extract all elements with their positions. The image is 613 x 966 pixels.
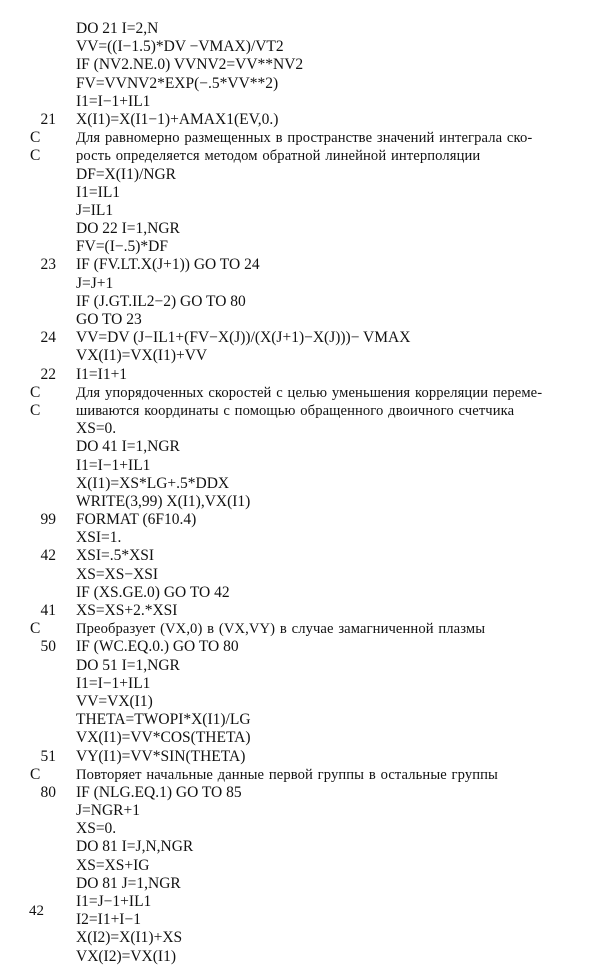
code-line	[0, 38, 613, 56]
statement-text: VV=((I−1.5)*DV −VMAX)/VT2	[76, 38, 284, 56]
comment-text: Преобразует (VX,0) в (VX,VY) в случае замагниченной плазмы	[76, 621, 486, 638]
comment-line	[0, 620, 613, 638]
code-line	[0, 529, 613, 547]
statement-label: 80	[40, 783, 56, 801]
statement-text: X(I2)=X(I1)+XS	[76, 929, 183, 947]
code-line	[0, 202, 613, 220]
statement-text: XS=0.	[76, 420, 117, 438]
statement-text: DO 81 I=J,N,NGR	[76, 838, 194, 856]
statement-text: X(I1)=X(I1−1)+AMAX1(EV,0.)	[76, 110, 279, 128]
statement-text: XSI=1.	[76, 529, 122, 547]
code-line	[0, 948, 613, 966]
code-line	[0, 457, 613, 475]
statement-text: IF (WC.EQ.0.) GO TO 80	[76, 638, 239, 656]
comment-text: шиваются координаты с помощью обращенного двоичного счетчика	[76, 402, 515, 419]
code-line	[0, 329, 613, 347]
code-line	[0, 493, 613, 511]
statement-text: IF (J.GT.IL2−2) GO TO 80	[76, 292, 246, 310]
code-line	[0, 929, 613, 947]
code-line	[0, 911, 613, 929]
statement-text: VX(I2)=VX(I1)	[76, 947, 176, 965]
statement-text: XS=XS−XSI	[76, 565, 159, 583]
code-line	[0, 693, 613, 711]
comment-text: рость определяется методом обратной линейной интерполяции	[76, 148, 481, 165]
code-line	[0, 366, 613, 384]
statement-text: DO 21 I=2,N	[76, 20, 159, 37]
comment-text: Для упорядоченных скоростей с целью уменьшения корреляции переме-	[76, 384, 543, 401]
statement-text: I2=I1+I−1	[76, 911, 141, 929]
code-line	[0, 184, 613, 202]
code-line	[0, 311, 613, 329]
statement-text: VY(I1)=VV*SIN(THETA)	[76, 747, 246, 765]
statement-label: 51	[40, 747, 56, 765]
code-line	[0, 438, 613, 456]
comment-marker: C	[30, 383, 41, 401]
code-line	[0, 166, 613, 184]
statement-text: J=J+1	[76, 274, 114, 292]
code-line	[0, 729, 613, 747]
statement-text: XS=XS+2.*XSI	[76, 602, 178, 619]
comment-marker: C	[30, 620, 41, 638]
comment-line	[0, 147, 613, 165]
statement-text: XSI=.5*XSI	[76, 547, 155, 565]
statement-text: VV=VX(I1)	[76, 692, 153, 710]
statement-text: VX(I1)=VV*COS(THETA)	[76, 729, 251, 747]
code-line	[0, 75, 613, 93]
statement-label: 99	[40, 511, 56, 529]
comment-line	[0, 129, 613, 147]
code-line	[0, 111, 613, 129]
code-line	[0, 584, 613, 602]
statement-text: XS=0.	[76, 820, 117, 838]
statement-text: J=NGR+1	[76, 802, 140, 820]
statement-text: IF (NV2.NE.0) VVNV2=VV**NV2	[76, 56, 304, 74]
comment-marker: C	[30, 401, 41, 419]
statement-text: DO 51 I=1,NGR	[76, 656, 180, 674]
code-line	[0, 256, 613, 274]
statement-text: I1=IL1	[76, 183, 121, 201]
code-line	[0, 547, 613, 565]
statement-label: 24	[40, 329, 56, 347]
code-line	[0, 566, 613, 584]
statement-text: VV=DV (J−IL1+(FV−X(J))/(X(J+1)−X(J)))− VMAX	[76, 329, 411, 347]
statement-label: 21	[40, 110, 56, 128]
statement-text: I1=I−1+IL1	[76, 92, 151, 110]
statement-text: DF=X(I1)/NGR	[76, 165, 177, 183]
statement-text: I1=I−1+IL1	[76, 456, 151, 474]
code-line	[0, 675, 613, 693]
code-line	[0, 802, 613, 820]
statement-text: FORMAT (6F10.4)	[76, 511, 197, 529]
comment-marker: C	[30, 147, 41, 165]
code-line	[0, 820, 613, 838]
code-line	[0, 93, 613, 111]
code-line	[0, 56, 613, 74]
comment-line	[0, 402, 613, 420]
statement-text: X(I1)=XS*LG+.5*DDX	[76, 474, 230, 492]
comment-text: Повторяет начальные данные первой группы в остальные группы	[76, 766, 498, 783]
page-number: 42	[29, 903, 44, 919]
code-line	[0, 602, 613, 620]
statement-text: DO 41 I=1,NGR	[76, 438, 180, 456]
comment-marker: C	[30, 129, 41, 147]
code-line	[0, 475, 613, 493]
statement-text: I1=J−1+IL1	[76, 893, 152, 910]
code-line	[0, 420, 613, 438]
statement-label: 22	[40, 365, 56, 383]
code-line	[0, 275, 613, 293]
code-line	[0, 857, 613, 875]
statement-label: 42	[40, 547, 56, 565]
statement-text: I1=I1+1	[76, 365, 128, 383]
code-line	[0, 875, 613, 893]
code-line	[0, 657, 613, 675]
statement-label: 41	[40, 602, 56, 619]
code-line	[0, 20, 613, 38]
statement-label: 23	[40, 256, 56, 274]
statement-text: FV=VVNV2*EXP(−.5*VV**2)	[76, 74, 279, 92]
statement-text: DO 81 J=1,NGR	[76, 874, 181, 892]
statement-text: J=IL1	[76, 201, 114, 219]
code-line	[0, 511, 613, 529]
statement-text: GO TO 23	[76, 311, 142, 328]
statement-text: DO 22 I=1,NGR	[76, 220, 180, 238]
statement-text: FV=(I−.5)*DF	[76, 238, 168, 256]
statement-text: VX(I1)=VX(I1)+VV	[76, 347, 208, 365]
statement-text: IF (XS.GE.0) GO TO 42	[76, 583, 230, 601]
statement-label: 50	[40, 638, 56, 656]
statement-text: XS=XS+IG	[76, 856, 150, 874]
comment-line	[0, 384, 613, 402]
statement-text: IF (FV.LT.X(J+1)) GO TO 24	[76, 256, 260, 274]
code-line	[0, 220, 613, 238]
statement-text: I1=I−1+IL1	[76, 674, 151, 692]
statement-text: THETA=TWOPI*X(I1)/LG	[76, 711, 251, 729]
statement-text: IF (NLG.EQ.1) GO TO 85	[76, 783, 242, 801]
code-line	[0, 784, 613, 802]
code-line	[0, 293, 613, 311]
comment-text: Для равномерно размещенных в пространстве значений интеграла ско-	[76, 130, 533, 147]
code-line	[0, 347, 613, 365]
code-line	[0, 238, 613, 256]
statement-text: WRITE(3,99) X(I1),VX(I1)	[76, 492, 251, 510]
code-line	[0, 711, 613, 729]
comment-line	[0, 766, 613, 784]
comment-marker: C	[30, 765, 41, 783]
code-line	[0, 893, 613, 911]
fortran-listing	[0, 20, 613, 966]
code-line	[0, 838, 613, 856]
code-line	[0, 748, 613, 766]
code-line	[0, 638, 613, 656]
